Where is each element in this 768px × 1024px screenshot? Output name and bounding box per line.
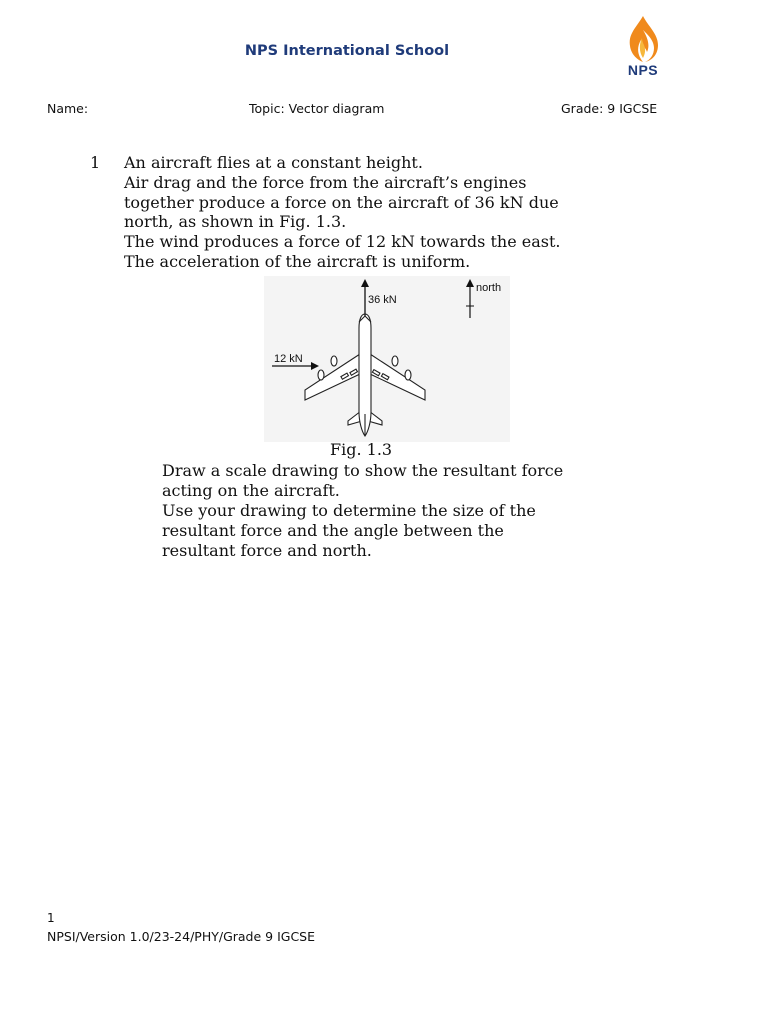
topic-label: Topic: Vector diagram	[249, 101, 385, 116]
grade-label: Grade: 9 IGCSE	[561, 101, 658, 116]
question-text	[124, 153, 644, 272]
question-number: 1	[90, 153, 101, 172]
question-line: The wind produces a force of 12 kN towards the east.	[124, 232, 561, 252]
figure-caption: Fig. 1.3	[330, 440, 393, 459]
school-name: NPS International School	[244, 43, 450, 59]
north-label: north	[476, 282, 502, 294]
wind-force-label: 12 kN	[274, 353, 303, 365]
task-line: resultant force and north.	[162, 541, 372, 560]
task-line: resultant force and the angle between the	[162, 521, 504, 540]
question-task	[162, 461, 652, 561]
question-line: An aircraft flies at a constant height.	[124, 153, 423, 172]
flame-icon	[612, 14, 674, 64]
question-line: together produce a force on the aircraft of 36 kN due	[124, 192, 559, 212]
logo-text: NPS	[627, 62, 659, 78]
north-force-label: 36 kN	[368, 294, 397, 306]
question-line: Air drag and the force from the aircraft’s engines	[124, 172, 527, 192]
task-line: acting on the aircraft.	[162, 481, 340, 500]
name-label: Name:	[47, 101, 89, 116]
task-line: Draw a scale drawing to show the resultant force	[162, 461, 564, 480]
task-line: Use your drawing to determine the size of the	[162, 501, 536, 520]
aircraft-figure	[264, 276, 510, 442]
footer-version: NPSI/Version 1.0/23-24/PHY/Grade 9 IGCSE	[47, 929, 316, 944]
question-line: north, as shown in Fig. 1.3.	[124, 212, 347, 232]
page-number: 1	[47, 911, 55, 925]
school-logo	[612, 14, 674, 80]
question-line: The acceleration of the aircraft is uniform.	[124, 251, 471, 271]
